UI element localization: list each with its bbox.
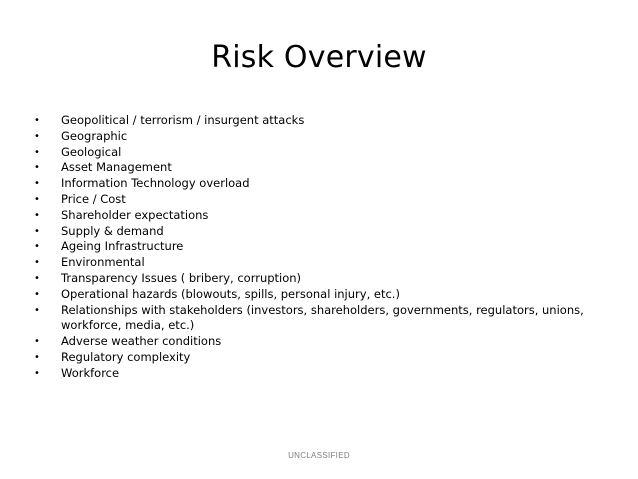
bullet-text: Geological — [61, 144, 122, 159]
bullet-icon: • — [34, 241, 40, 253]
bullet-item — [34, 208, 594, 224]
bullet-icon: • — [34, 162, 40, 174]
bullet-item — [34, 192, 594, 208]
bullet-text: Ageing Infrastructure — [61, 239, 184, 254]
bullet-item — [34, 255, 594, 271]
bullet-text: Supply & demand — [61, 223, 164, 238]
bullet-icon: • — [34, 304, 40, 316]
bullet-icon: • — [34, 130, 40, 142]
bullet-text: Environmental — [61, 255, 145, 270]
bullet-item — [34, 145, 594, 161]
bullet-item — [34, 224, 594, 240]
bullet-text: Workforce — [61, 365, 120, 380]
bullet-icon: • — [34, 272, 40, 284]
bullet-icon: • — [34, 336, 40, 348]
bullet-icon: • — [34, 288, 40, 300]
bullet-text: Regulatory complexity — [61, 349, 191, 364]
bullet-icon: • — [34, 115, 40, 126]
bullet-item — [34, 350, 594, 366]
bullet-text: Geopolitical / terrorism / insurgent attacks — [61, 113, 305, 127]
bullet-icon: • — [34, 209, 40, 221]
bullet-icon: • — [34, 351, 40, 363]
bullet-text: Asset Management — [61, 160, 172, 175]
bullet-text: Information Technology overload — [61, 176, 250, 191]
bullet-item — [34, 334, 594, 350]
bullet-text: Adverse weather conditions — [61, 334, 222, 349]
bullet-item — [34, 287, 594, 303]
bullet-item — [34, 113, 594, 129]
bullet-icon: • — [34, 367, 40, 379]
bullet-text: Geographic — [61, 128, 128, 143]
bullet-item — [34, 176, 594, 192]
bullet-icon: • — [34, 193, 40, 205]
bullet-item — [34, 129, 594, 145]
bullet-list — [34, 113, 594, 382]
bullet-item — [34, 366, 594, 382]
bullet-item — [34, 160, 594, 176]
bullet-text: Transparency Issues ( bribery, corruption) — [61, 270, 302, 285]
bullet-icon: • — [34, 225, 40, 237]
classification-footer: UNCLASSIFIED — [288, 451, 350, 460]
bullet-item — [34, 239, 594, 255]
bullet-icon: • — [34, 146, 40, 158]
bullet-icon: • — [34, 178, 40, 190]
bullet-text: Operational hazards (blowouts, spills, personal injury, etc.) — [61, 286, 400, 301]
bullet-icon: • — [34, 257, 40, 269]
bullet-text: Price / Cost — [61, 191, 126, 206]
bullet-item — [34, 271, 594, 287]
bullet-text: Relationships with stakeholders (investors, shareholders, governments, regulators, unions, workforce, media, etc.) — [61, 302, 584, 333]
slide-title: Risk Overview — [211, 40, 427, 75]
bullet-text: Shareholder expectations — [61, 207, 209, 222]
bullet-item — [34, 303, 594, 335]
